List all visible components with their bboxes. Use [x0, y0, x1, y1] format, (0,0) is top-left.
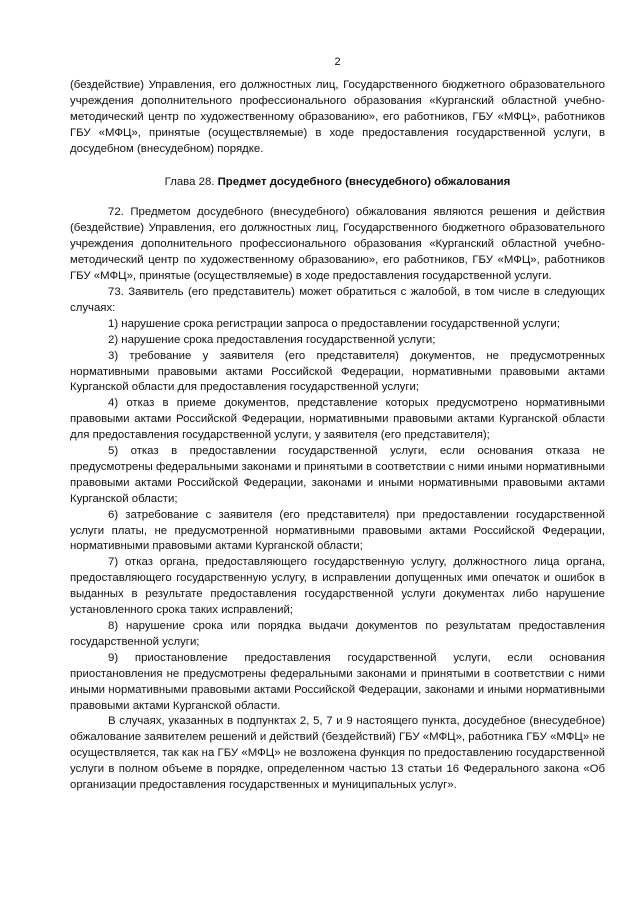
list-item-5: 5) отказ в предоставлении государственной услуги, если основания отказа не предусмотрены федеральными законами и принятыми в соответствии с ними иными нормативными правовыми актами Российской Федерации, законами и иными нормативными правовыми актами Курганской области;: [70, 445, 605, 505]
document-body: [70, 78, 605, 794]
list-item-1: 1) нарушение срока регистрации запроса о предоставлении государственной услуги;: [108, 317, 560, 330]
list-item-3: 3) требование у заявителя (его представителя) документов, не предусмотренных нормативными правовыми актами Российской Федерации, нормативными правовыми актами Курганской области для предоставления государственной услуги;: [70, 349, 605, 394]
list-item-2: 2) нарушение срока предоставления государственной услуги;: [108, 333, 436, 346]
paragraph-73: 73. Заявитель (его представитель) может обратиться с жалобой, в том числе в следующих случаях:: [70, 285, 605, 314]
chapter-heading: [70, 175, 605, 191]
list-item-9: 9) приостановление предоставления государственной услуги, если основания приостановления не предусмотрены федеральными законами и принятыми в соответствии с ними иными нормативными правовыми актами Российской Федерации, законами и иными нормативными правовыми актами Курганской области.: [70, 651, 605, 712]
intro-paragraph: (бездействие) Управления, его должностных лиц, Государственного бюджетного образовательного учреждения дополнительного профессионального образования «Курганский областной учебно-методический центр по художественному образованию», его работников, ГБУ «МФЦ», работников ГБУ «МФЦ», принятые (осуществляемые) в ходе предоставления государственной услуги, в досудебном (внесудебном) порядке.: [70, 79, 605, 155]
list-item-4: 4) отказ в приеме документов, представление которых предусмотрено нормативными правовыми актами Российской Федерации, нормативными правовыми актами Курганской области для предоставления государственной услуги, у заявителя (его представителя);: [70, 397, 605, 442]
list-item-7: 7) отказ органа, предоставляющего государственную услугу, должностного лица органа, предоставляющего государственную услугу, в исправлении допущенных ими опечаток и ошибок в выданных в результате предоставления государственной услуги документах либо нарушение установленного срока таких исправлений;: [70, 556, 605, 617]
chapter-prefix: Глава 28.: [164, 175, 215, 188]
list-item-6: 6) затребование с заявителя (его представителя) при предоставлении государственной услуги платы, не предусмотренной нормативными правовыми актами Российской Федерации, нормативными правовыми актами Курганской области;: [70, 508, 605, 553]
chapter-title: Предмет досудебного (внесудебного) обжалования: [217, 175, 511, 188]
list-item-8: 8) нарушение срока или порядка выдачи документов по результатам предоставления государственной услуги;: [70, 620, 605, 648]
closing-paragraph: В случаях, указанных в подпунктах 2, 5, 7 и 9 настоящего пункта, досудебное (внесудебное) обжалование заявителем решений и действий (бездействий) ГБУ «МФЦ», работника ГБУ «МФЦ» не осуществляется, так как на ГБУ «МФЦ» не возложена функция по предоставлению государственной услуги в полном объеме в порядке, определенном частью 13 статьи 16 Федерального закона «Об организации предоставления государственных и муниципальных услуг».: [70, 715, 605, 792]
page-number: 2: [334, 56, 341, 68]
paragraph-72: 72. Предметом досудебного (внесудебного) обжалования являются решения и действия (бездействие) Управления, его должностных лиц, Государственного бюджетного образовательного учреждения дополнительного профессионального образования «Курганский областной учебно-методический центр по художественному образованию», его работников, ГБУ «МФЦ», работников ГБУ «МФЦ», принятые (осуществляемые) в ходе предоставления государственной услуги.: [70, 206, 605, 283]
